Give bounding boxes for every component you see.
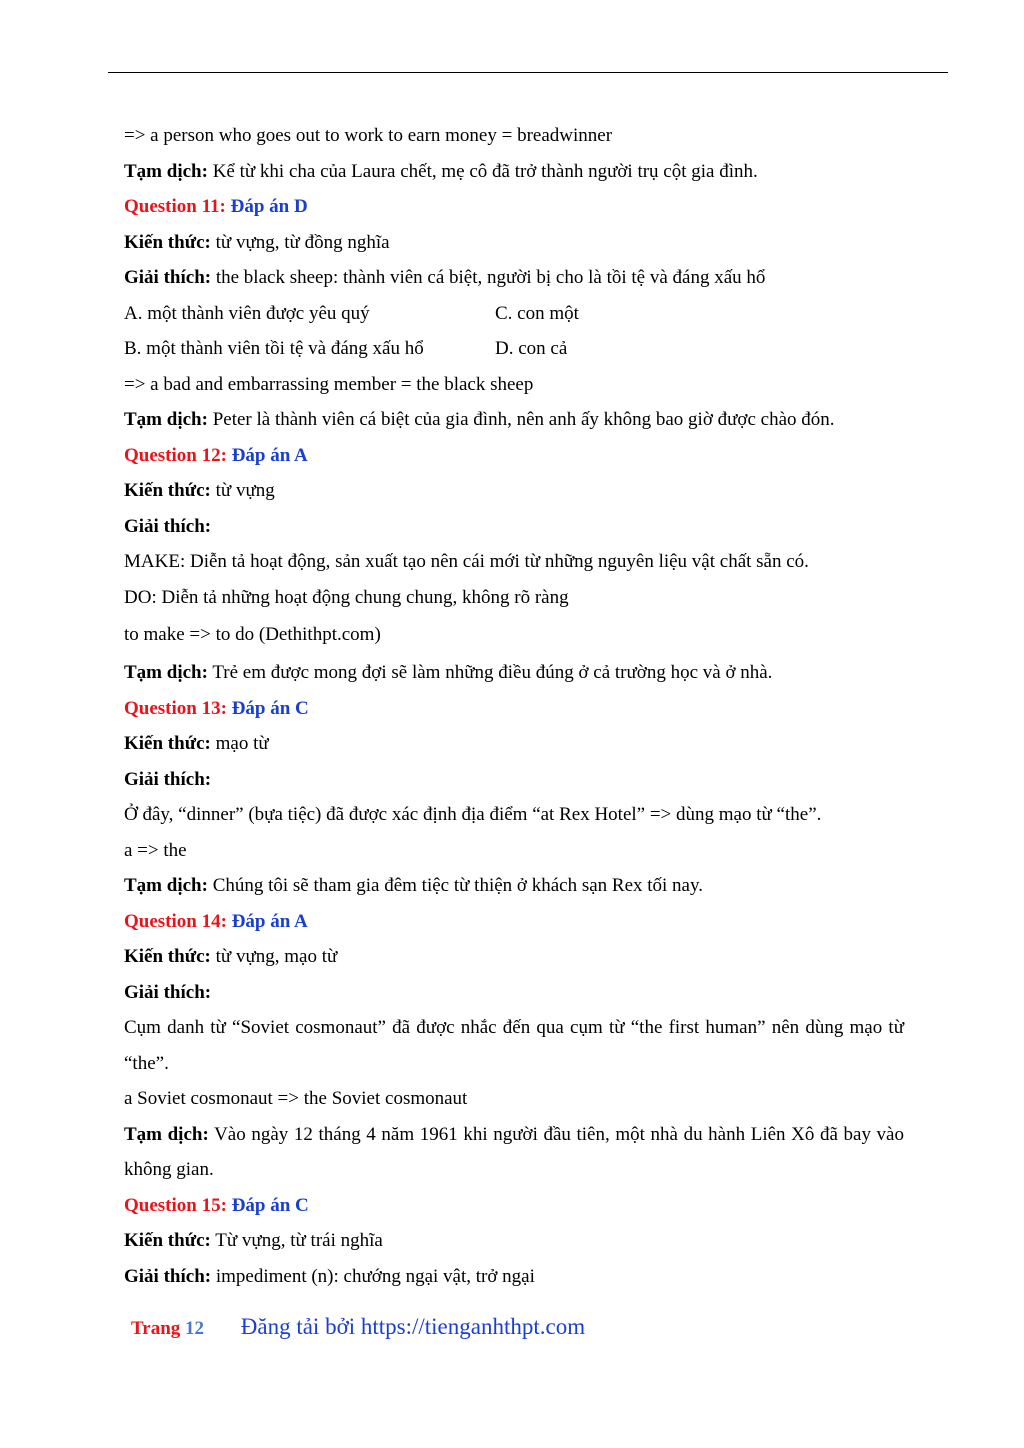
giaithich-text: the black sheep: thành viên cá biệt, người bị cho là tồi tệ và đáng xấu hổ — [211, 267, 766, 288]
kienthuc-label: Kiến thức: — [124, 946, 211, 967]
giaithich-label: Giải thích: — [124, 981, 212, 1003]
page-label: Trang — [131, 1318, 186, 1339]
document-body — [124, 118, 904, 1294]
kienthuc-text: Từ vựng, từ trái nghĩa — [210, 1230, 383, 1251]
tamdich-label: Tạm dịch: — [124, 409, 208, 430]
question-15-heading — [124, 1188, 904, 1224]
question-label: Question 11: — [124, 196, 226, 217]
page-footer — [131, 1314, 585, 1340]
tamdich-label: Tạm dịch: — [124, 662, 208, 683]
option-c: C. con một — [495, 302, 579, 324]
kienthuc-line — [124, 473, 904, 509]
tamdich-text: Kể từ khi cha của Laura chết, mẹ cô đã trở thành người trụ cột gia đình. — [207, 160, 758, 182]
tamdich-line — [124, 154, 904, 190]
question-label: Question 12: — [124, 444, 227, 466]
option-b: B. một thành viên tồi tệ và đáng xấu hổ — [124, 338, 424, 359]
text-line: MAKE: Diễn tả hoạt động, sản xuất tạo nên cái mới từ những nguyên liệu vật chất sẵn có. — [124, 551, 809, 572]
kienthuc-text: từ vựng, mạo từ — [210, 946, 338, 967]
question-14-heading — [124, 904, 904, 940]
text-line: => a bad and embarrassing member = the black sheep — [124, 373, 534, 395]
text-line: Ở đây, “dinner” (bựa tiệc) đã được xác định địa điểm “at Rex Hotel” => dùng mạo từ “the”. — [124, 804, 822, 825]
text-line: DO: Diễn tả những hoạt động chung chung, không rõ ràng — [124, 586, 569, 608]
kienthuc-line — [124, 939, 904, 975]
tamdich-line — [124, 655, 904, 691]
text-line: => a person who goes out to work to earn money = breadwinner — [124, 125, 613, 146]
answer-label: Đáp án D — [225, 196, 308, 217]
answer-label: Đáp án C — [226, 697, 309, 719]
giaithich-line — [124, 1259, 904, 1295]
tamdich-label: Tạm dịch: — [124, 875, 208, 896]
kienthuc-label: Kiến thức: — [124, 231, 211, 253]
kienthuc-text: mạo từ — [210, 733, 269, 754]
giaithich-label: Giải thích: — [124, 515, 212, 537]
tamdich-line — [124, 868, 904, 904]
giaithich-label: Giải thích: — [124, 1265, 212, 1287]
kienthuc-text: từ vựng — [210, 480, 275, 501]
tamdich-text: Peter là thành viên cá biệt của gia đình, nên anh ấy không bao giờ được chào đón. — [207, 409, 835, 430]
answer-label: Đáp án A — [226, 444, 308, 466]
tamdich-line — [124, 402, 904, 438]
tamdich-text: Chúng tôi sẽ tham gia đêm tiệc từ thiện ở khách sạn Rex tối nay. — [207, 875, 704, 896]
answer-label: Đáp án A — [226, 910, 308, 932]
options-row — [124, 331, 904, 367]
question-label: Question 13: — [124, 697, 227, 719]
page-number: 12 — [185, 1318, 205, 1339]
kienthuc-line — [124, 1223, 904, 1259]
kienthuc-line — [124, 726, 904, 762]
giaithich-label: Giải thích: — [124, 267, 212, 288]
kienthuc-line — [124, 225, 904, 261]
question-label: Question 15: — [124, 1194, 227, 1216]
header-rule — [108, 72, 948, 73]
text-line: to make => to do (Dethithpt.com) — [124, 624, 381, 645]
kienthuc-label: Kiến thức: — [124, 1230, 211, 1251]
tamdich-text: Vào ngày 12 tháng 4 năm 1961 khi người đầu tiên, một nhà du hành Liên Xô đã bay vào không gian. — [124, 1123, 904, 1180]
question-11-heading — [124, 189, 904, 225]
tamdich-paragraph — [124, 1117, 904, 1188]
option-a: A. một thành viên được yêu quý — [124, 302, 370, 324]
question-label: Question 14: — [124, 910, 227, 932]
option-d: D. con cả — [495, 338, 568, 359]
kienthuc-text: từ vựng, từ đồng nghĩa — [210, 231, 390, 253]
giaithich-line — [124, 260, 904, 296]
giaithich-label: Giải thích: — [124, 768, 212, 790]
tamdich-text: Trẻ em được mong đợi sẽ làm những điều đúng ở cả trường học và ở nhà. — [207, 662, 773, 683]
paragraph: Cụm danh từ “Soviet cosmonaut” đã được nhắc đến qua cụm từ “the first human” nên dùng mạo từ “the”. — [124, 1017, 904, 1074]
options-row — [124, 296, 904, 332]
footer-site-link[interactable]: Đăng tải bởi https://tienganhthpt.com — [240, 1314, 586, 1339]
kienthuc-label: Kiến thức: — [124, 733, 211, 754]
giaithich-text: impediment (n): chướng ngại vật, trở ngại — [211, 1265, 535, 1287]
question-13-heading — [124, 691, 904, 727]
kienthuc-label: Kiến thức: — [124, 480, 211, 501]
tamdich-label: Tạm dịch: — [124, 1123, 209, 1145]
answer-label: Đáp án C — [226, 1194, 309, 1216]
text-line: a => the — [124, 839, 187, 861]
question-12-heading — [124, 438, 904, 474]
tamdich-label: Tạm dịch: — [124, 160, 208, 182]
text-line: a Soviet cosmonaut => the Soviet cosmonaut — [124, 1088, 468, 1109]
